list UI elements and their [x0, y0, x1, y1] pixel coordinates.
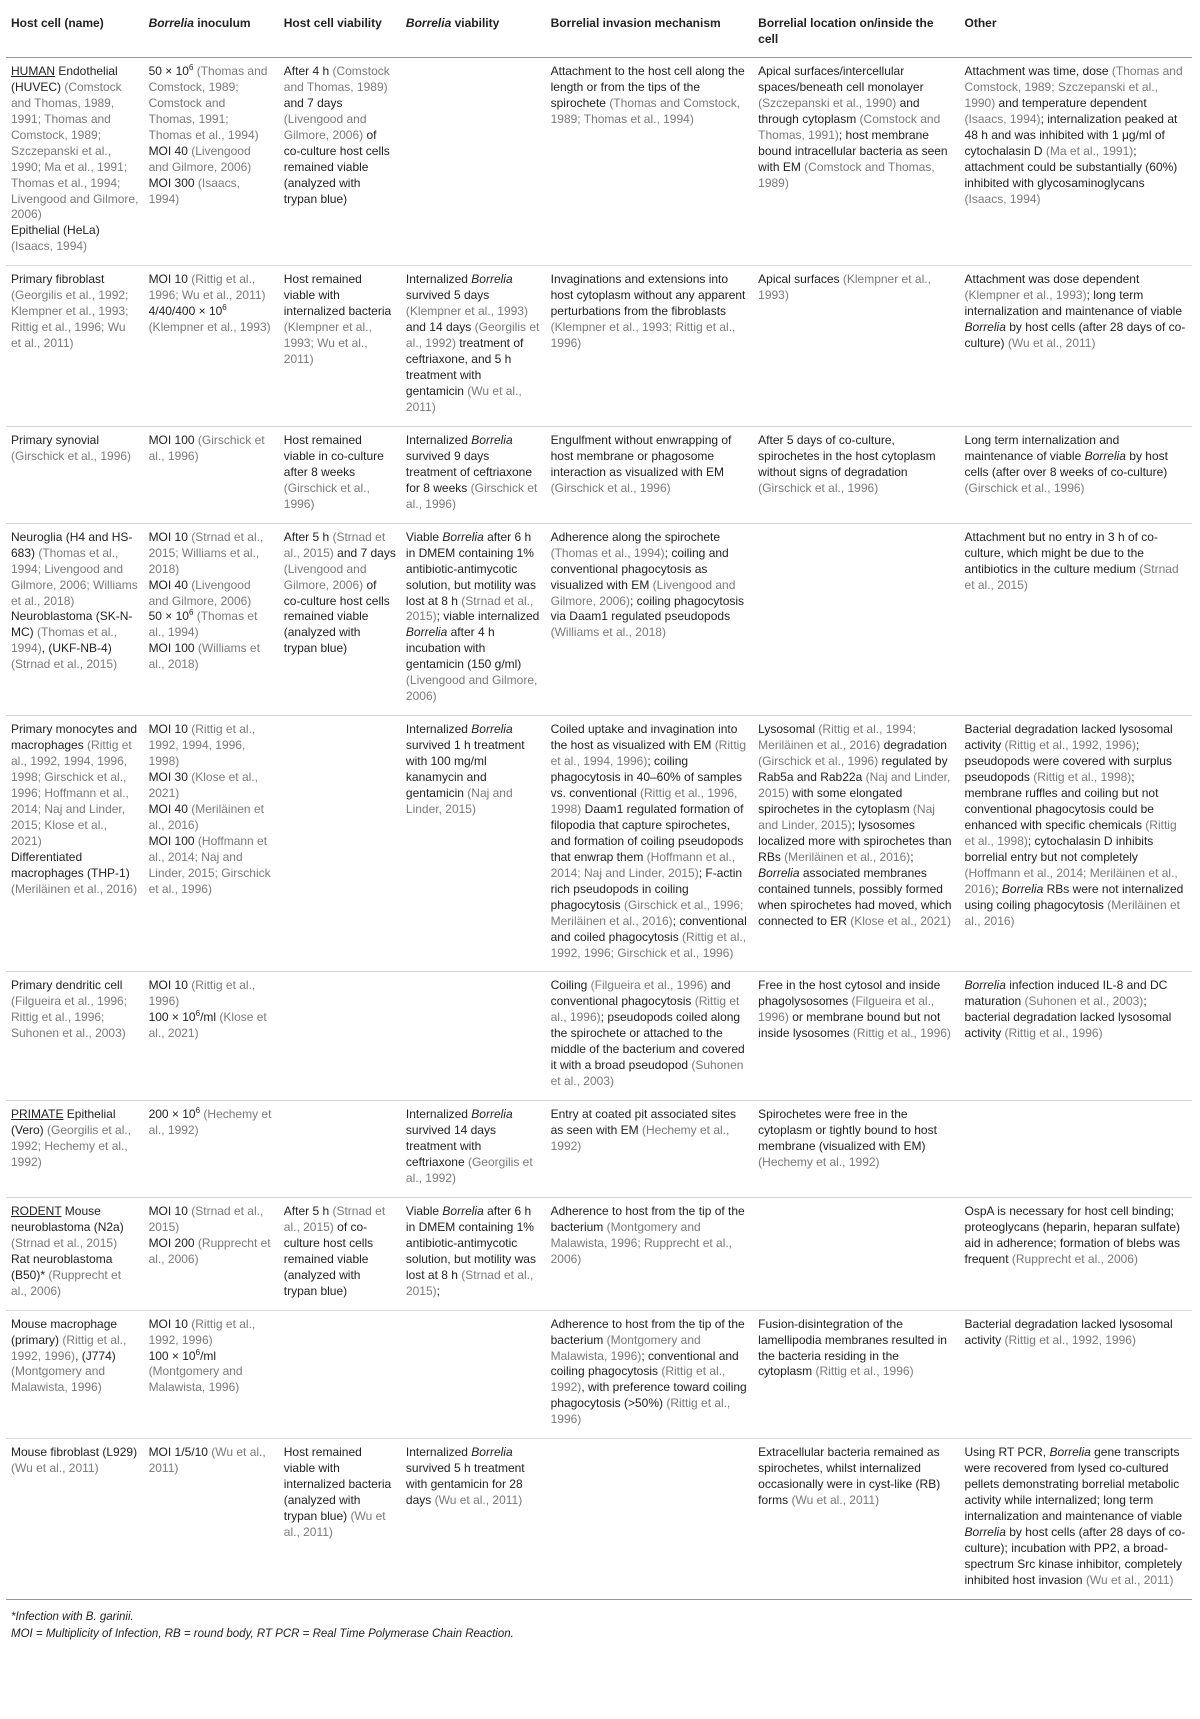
table-cell: Adherence to host from the tip of the bacterium (Montgomery and Malawista, 1996); conventional and coiling phagocytosis (Rittig et al., 1992), with preference toward coiling phagocytosis (>50%) (Rittig et al., 1996): [546, 1310, 754, 1439]
table-row: [6, 266, 1192, 427]
table-cell: Bacterial degradation lacked lysosomal activity (Rittig et al., 1992, 1996); pseudopods were covered with surplus pseudopods (Rittig et al., 1998); membrane ruffles and coiling but not conventional phagocytosis could be enhanced with specific chemicals (Rittig et al., 1998); cytochalasin D inhibits borrelial entry but not completely (Hoffmann et al., 2014; Meriläinen et al., 2016); Borrelia RBs were not internalized using coiling phagocytosis (Meriläinen et al., 2016): [960, 716, 1192, 972]
table-cell: MOI 10 (Strnad et al., 2015) MOI 200 (Rupprecht et al., 2006): [144, 1197, 279, 1310]
table-cell: [960, 1101, 1192, 1198]
table-cell: Free in the host cytosol and inside phagolysosomes (Filgueira et al., 1996) or membrane bound but not inside lysosomes (Rittig et al., 1996): [753, 972, 959, 1101]
table-cell: PRIMATE Epithelial (Vero) (Georgilis et al., 1992; Hechemy et al., 1992): [6, 1101, 144, 1198]
table-cell: MOI 10 (Rittig et al., 1992, 1996) $100 \times 10^6/ml$ (Montgomery and Malawista, 1996): [144, 1310, 279, 1439]
table-cell: OspA is necessary for host cell binding; proteoglycans (heparin, heparan sulfate) aid in adherence; formation of blebs was frequent (Rupprecht et al., 2006): [960, 1197, 1192, 1310]
table-cell: Adherence to host from the tip of the bacterium (Montgomery and Malawista, 1996; Rupprecht et al., 2006): [546, 1197, 754, 1310]
footnote: *Infection with B. garinii.: [11, 1610, 134, 1623]
table-cell: Bacterial degradation lacked lysosomal activity (Rittig et al., 1992, 1996): [960, 1310, 1192, 1439]
table-row: [6, 1197, 1192, 1310]
table-cell: [279, 972, 401, 1101]
table-cell: Neuroglia (H4 and HS-683) (Thomas et al., 1994; Livengood and Gilmore, 2006; Williams et al., 2018) Neuroblastoma (SK-N-MC) (Thomas et al., 1994), (UKF-NB-4) (Strnad et al., 2015): [6, 523, 144, 715]
table-cell: Host remained viable with internalized bacteria (analyzed with trypan blue) (Wu et al., 2011): [279, 1439, 401, 1600]
table-cell: Invaginations and extensions into host cytoplasm without any apparent perturbations from the fibroblasts (Klempner et al., 1993; Rittig et al., 1996): [546, 266, 754, 427]
table-row: [6, 1101, 1192, 1198]
table-cell: Entry at coated pit associated sites as seen with EM (Hechemy et al., 1992): [546, 1101, 754, 1198]
table-row: [6, 1439, 1192, 1600]
table-cell: Lysosomal (Rittig et al., 1994; Meriläinen et al., 2016) degradation (Girschick et al., 1996) regulated by Rab5a and Rab22a (Naj and Linder, 2015) with some elongated spirochetes in the cytoplasm (Naj and Linder, 2015); lysosomes localized more with spirochetes than RBs (Meriläinen et al., 2016); Borrelia associated membranes contained tunnels, possibly formed when spirochetes had moved, which connected to ER (Klose et al., 2021): [753, 716, 959, 972]
table-cell: After 4 h (Comstock and Thomas, 1989) and 7 days (Livengood and Gilmore, 2006) of co-culture host cells remained viable (analyzed with trypan blue): [279, 57, 401, 265]
table-cell: After 5 h (Strnad et al., 2015) of co-culture host cells remained viable (analyzed with trypan blue): [279, 1197, 401, 1310]
table-row: [6, 523, 1192, 715]
table-cell: Attachment to the host cell along the length or from the tips of the spirochete (Thomas and Comstock, 1989; Thomas et al., 1994): [546, 57, 754, 265]
table-cell: Internalized Borrelia survived 9 days treatment of ceftriaxone for 8 weeks (Girschick et al., 1996): [401, 426, 546, 523]
table-cell: Viable Borrelia after 6 h in DMEM containing 1% antibiotic-antimycotic solution, but motility was lost at 8 h (Strnad et al., 2015);: [401, 1197, 546, 1310]
table-cell: Long term internalization and maintenance of viable Borrelia by host cells (after over 8 weeks of co-culture) (Girschick et al., 1996): [960, 426, 1192, 523]
data-table: [6, 0, 1192, 1600]
table-cell: Mouse macrophage (primary) (Rittig et al., 1992, 1996), (J774) (Montgomery and Malawista, 1996): [6, 1310, 144, 1439]
table-body: [6, 57, 1192, 1599]
table-cell: Primary fibroblast (Georgilis et al., 1992; Klempner et al., 1993; Rittig et al., 1996; Wu et al., 2011): [6, 266, 144, 427]
table-cell: Mouse fibroblast (L929) (Wu et al., 2011): [6, 1439, 144, 1600]
table-cell: Extracellular bacteria remained as spirochetes, whilst internalized occasionally were in cyst-like (RB) forms (Wu et al., 2011): [753, 1439, 959, 1600]
table-cell: Attachment but no entry in 3 h of co-culture, which might be due to the antibiotics in the culture medium (Strnad et al., 2015): [960, 523, 1192, 715]
table-cell: MOI 10 (Rittig et al., 1992, 1994, 1996, 1998) MOI 30 (Klose et al., 2021) MOI 40 (Meriläinen et al., 2016) MOI 100 (Hoffmann et al., 2014; Naj and Linder, 2015; Girschick et al., 1996): [144, 716, 279, 972]
table-cell: Internalized Borrelia survived 5 h treatment with gentamicin for 28 days (Wu et al., 2011): [401, 1439, 546, 1600]
table-cell: [753, 1197, 959, 1310]
table-cell: [401, 972, 546, 1101]
table-header-row: [6, 0, 1192, 57]
table-cell: MOI 10 (Strnad et al., 2015; Williams et al., 2018) MOI 40 (Livengood and Gilmore, 2006) $50 \times 10^6$ (Thomas et al., 1994) MOI 100 (Williams et al., 2018): [144, 523, 279, 715]
table-footnotes: [6, 1600, 1192, 1644]
table-cell: [401, 1310, 546, 1439]
table-cell: [279, 1310, 401, 1439]
table-cell: [279, 1101, 401, 1198]
table-cell: [401, 57, 546, 265]
table-cell: Viable Borrelia after 6 h in DMEM containing 1% antibiotic-antimycotic solution, but motility was lost at 8 h (Strnad et al., 2015); viable internalized Borrelia after 4 h incubation with gentamicin (150 g/ml) (Livengood and Gilmore, 2006): [401, 523, 546, 715]
table-cell: Engulfment without enwrapping of host membrane or phagosome interaction as visualized with EM (Girschick et al., 1996): [546, 426, 754, 523]
table-row: [6, 972, 1192, 1101]
column-header: Borrelia viability: [401, 0, 546, 57]
table-cell: Host remained viable with internalized bacteria (Klempner et al., 1993; Wu et al., 2011): [279, 266, 401, 427]
table-cell: MOI 10 (Rittig et al., 1996; Wu et al., 2011) $4/40/400 \times 10^6$ (Klempner et al., 1993): [144, 266, 279, 427]
column-header: Host cell viability: [279, 0, 401, 57]
footnote-species: B. garinii.: [85, 1610, 134, 1623]
table-cell: HUMAN Endothelial (HUVEC) (Comstock and Thomas, 1989, 1991; Thomas and Comstock, 1989; Szczepanski et al., 1990; Ma et al., 1991; Thomas et al., 1994; Livengood and Gilmore, 2006) Epithelial (HeLa) (Isaacs, 1994): [6, 57, 144, 265]
table-cell: Apical surfaces (Klempner et al., 1993): [753, 266, 959, 427]
table-cell: Adherence along the spirochete (Thomas et al., 1994); coiling and conventional phagocytosis as visualized with EM (Livengood and Gilmore, 2006); coiling phagocytosis via Daam1 regulated pseudopods (Williams et al., 2018): [546, 523, 754, 715]
table-cell: Primary monocytes and macrophages (Rittig et al., 1992, 1994, 1996, 1998; Girschick et al., 1996; Hoffmann et al., 2014; Naj and Linder, 2015; Klose et al., 2021) Differentiated macrophages (THP-1) (Meriläinen et al., 2016): [6, 716, 144, 972]
table-cell: After 5 h (Strnad et al., 2015) and 7 days (Livengood and Gilmore, 2006) of co-culture host cells remained viable (analyzed with trypan blue): [279, 523, 401, 715]
table-cell: Using RT PCR, Borrelia gene transcripts were recovered from lysed co-cultured pellets demonstrating borrelial metabolic activity while internalized; long term internalization and maintenance of viable Borrelia by host cells (after 28 days of co-culture); incubation with PP2, a broad-spectrum Src kinase inhibitor, completely inhibited host invasion (Wu et al., 2011): [960, 1439, 1192, 1600]
table-cell: [546, 1439, 754, 1600]
table-cell: Attachment was dose dependent (Klempner et al., 1993); long term internalization and maintenance of viable Borrelia by host cells (after 28 days of co-culture) (Wu et al., 2011): [960, 266, 1192, 427]
table-cell: Internalized Borrelia survived 5 days (Klempner et al., 1993) and 14 days (Georgilis et al., 1992) treatment of ceftriaxone, and 5 h treatment with gentamicin (Wu et al., 2011): [401, 266, 546, 427]
table-cell: MOI 10 (Rittig et al., 1996) $100 \times 10^6/ml$ (Klose et al., 2021): [144, 972, 279, 1101]
footnote: MOI = Multiplicity of Infection, RB = round body, RT PCR = Real Time Polymerase Chain Reaction.: [11, 1628, 514, 1641]
table-row: [6, 57, 1192, 265]
table-row: [6, 426, 1192, 523]
table-cell: Borrelia infection induced IL-8 and DC maturation (Suhonen et al., 2003); bacterial degradation lacked lysosomal activity (Rittig et al., 1996): [960, 972, 1192, 1101]
table-cell: Coiling (Filgueira et al., 1996) and conventional phagocytosis (Rittig et al., 1996); pseudopods coiled along the spirochete or attached to the middle of the bacterium and covered it with a broad pseudopod (Suhonen et al., 2003): [546, 972, 754, 1101]
column-header: Borrelial invasion mechanism: [546, 0, 754, 57]
table-row: [6, 716, 1192, 972]
table-cell: $200 \times 10^6$ (Hechemy et al., 1992): [144, 1101, 279, 1198]
table-cell: Internalized Borrelia survived 14 days treatment with ceftriaxone (Georgilis et al., 1992): [401, 1101, 546, 1198]
column-header: Other: [960, 0, 1192, 57]
table-cell: MOI 1/5/10 (Wu et al., 2011): [144, 1439, 279, 1600]
table-cell: Apical surfaces/intercellular spaces/beneath cell monolayer (Szczepanski et al., 1990) and through cytoplasm (Comstock and Thomas, 1991); host membrane bound intracellular bacteria as seen with EM (Comstock and Thomas, 1989): [753, 57, 959, 265]
table-cell: Primary synovial (Girschick et al., 1996): [6, 426, 144, 523]
table-cell: Host remained viable in co-culture after 8 weeks (Girschick et al., 1996): [279, 426, 401, 523]
table-cell: [279, 716, 401, 972]
column-header: Borrelia inoculum: [144, 0, 279, 57]
table-cell: Attachment was time, dose (Thomas and Comstock, 1989; Szczepanski et al., 1990) and temperature dependent (Isaacs, 1994); internalization peaked at 48 h and was inhibited with 1 μg/ml of cytochalasin D (Ma et al., 1991); attachment could be substantially (60%) inhibited with glycosaminoglycans (Isaacs, 1994): [960, 57, 1192, 265]
column-header: Borrelial location on/inside the cell: [753, 0, 959, 57]
table-row: [6, 1310, 1192, 1439]
table-cell: RODENT Mouse neuroblastoma (N2a) (Strnad et al., 2015) Rat neuroblastoma (B50)* (Rupprecht et al., 2006): [6, 1197, 144, 1310]
table-cell: Coiled uptake and invagination into the host as visualized with EM (Rittig et al., 1994, 1996); coiling phagocytosis in 40–60% of samples vs. conventional (Rittig et al., 1996, 1998) Daam1 regulated formation of filopodia that capture spirochetes, and formation of coiling pseudopods that enwrap them (Hoffmann et al., 2014; Naj and Linder, 2015); F-actin rich pseudopods in coiling phagocytosis (Girschick et al., 1996; Meriläinen et al., 2016); conventional and coiled phagocytosis (Rittig et al., 1992, 1996; Girschick et al., 1996): [546, 716, 754, 972]
table-cell: MOI 100 (Girschick et al., 1996): [144, 426, 279, 523]
table-cell: $50 \times 10^6$ (Thomas and Comstock, 1989; Comstock and Thomas, 1991; Thomas et al., 1994) MOI 40 (Livengood and Gilmore, 2006) MOI 300 (Isaacs, 1994): [144, 57, 279, 265]
table-cell: Internalized Borrelia survived 1 h treatment with 100 mg/ml kanamycin and gentamicin (Naj and Linder, 2015): [401, 716, 546, 972]
table-cell: After 5 days of co-culture, spirochetes in the host cytoplasm without signs of degradation (Girschick et al., 1996): [753, 426, 959, 523]
table-cell: Spirochetes were free in the cytoplasm or tightly bound to host membrane (visualized with EM) (Hechemy et al., 1992): [753, 1101, 959, 1198]
column-header: Host cell (name): [6, 0, 144, 57]
table-cell: Fusion-disintegration of the lamellipodia membranes resulted in the bacteria residing in the cytoplasm (Rittig et al., 1996): [753, 1310, 959, 1439]
table-cell: Primary dendritic cell (Filgueira et al., 1996; Rittig et al., 1996; Suhonen et al., 2003): [6, 972, 144, 1101]
table-cell: [753, 523, 959, 715]
